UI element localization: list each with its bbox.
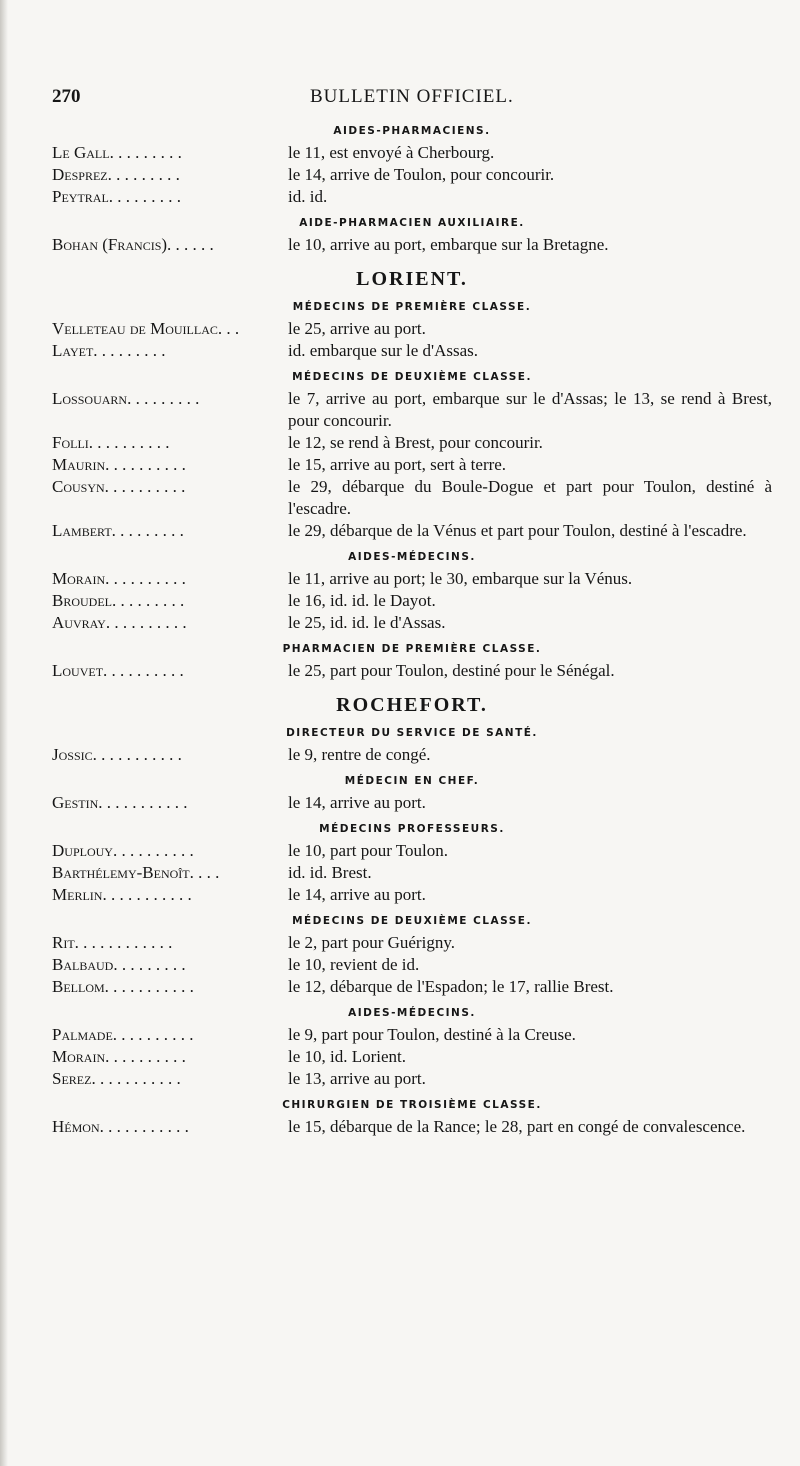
personnel-name: Rit. . . . . . . . . . . .: [52, 933, 173, 952]
personnel-entry: [52, 1046, 772, 1068]
personnel-name: Duplouy. . . . . . . . . .: [52, 841, 194, 860]
personnel-name: Hémon. . . . . . . . . . .: [52, 1117, 189, 1136]
section-heading: AIDES-PHARMACIENS.: [333, 125, 491, 137]
personnel-entry: [52, 520, 772, 542]
movement-text: le 12, débarque de l'Espadon; le 17, rallie Brest.: [288, 977, 614, 996]
movement-text: id. embarque sur le d'Assas.: [288, 341, 479, 360]
personnel-entry: [52, 454, 772, 476]
movement-text: le 25, part pour Toulon, destiné pour le Sénégal.: [288, 661, 615, 680]
personnel-entry: [52, 432, 772, 454]
movement-text: le 25, id. id. le d'Assas.: [288, 613, 446, 632]
movement-text: le 2, part pour Guérigny.: [288, 933, 455, 952]
personnel-name: Merlin. . . . . . . . . . .: [52, 885, 192, 904]
section-heading: MÉDECINS DE DEUXIÈME CLASSE.: [292, 371, 532, 383]
section-heading: AIDES-MÉDECINS.: [348, 1007, 476, 1019]
port-heading: LORIENT.: [356, 268, 468, 290]
personnel-entry: [52, 840, 772, 862]
movement-text: le 10, arrive au port, embarque sur la Bretagne.: [288, 235, 609, 254]
document-body: [52, 120, 772, 1138]
section-heading: AIDES-MÉDECINS.: [348, 551, 476, 563]
personnel-entry: [52, 318, 772, 340]
movement-text: le 29, débarque du Boule-Dogue et part pour Toulon, destiné à l'escadre.: [288, 477, 772, 518]
personnel-name: Palmade. . . . . . . . . .: [52, 1025, 194, 1044]
personnel-entry: [52, 932, 772, 954]
movement-text: le 29, débarque de la Vénus et part pour Toulon, destiné à l'escadre.: [288, 521, 747, 540]
personnel-entry: [52, 744, 772, 766]
section-heading: MÉDECIN EN CHEF.: [344, 775, 480, 787]
personnel-name: Bohan (Francis). . . . . .: [52, 235, 214, 254]
section-heading: AIDE-PHARMACIEN AUXILIAIRE.: [299, 217, 525, 229]
personnel-entry: [52, 884, 772, 906]
movement-text: le 15, débarque de la Rance; le 28, part en congé de convalescence.: [288, 1117, 746, 1136]
personnel-name: Cousyn. . . . . . . . . .: [52, 477, 186, 496]
port-heading: ROCHEFORT.: [336, 694, 488, 716]
personnel-name: Velleteau de Mouillac. . .: [52, 319, 240, 338]
personnel-name: Serez. . . . . . . . . . .: [52, 1069, 181, 1088]
personnel-name: Barthélemy-Benoît. . . .: [52, 863, 220, 882]
personnel-entry: [52, 1024, 772, 1046]
personnel-entry: [52, 476, 772, 520]
page-number: 270: [52, 86, 81, 107]
personnel-entry: [52, 862, 772, 884]
page-header: [52, 86, 672, 112]
personnel-entry: [52, 340, 772, 362]
personnel-name: Peytral. . . . . . . . .: [52, 187, 182, 206]
section-heading: MÉDECINS DE DEUXIÈME CLASSE.: [292, 915, 532, 927]
personnel-entry: [52, 568, 772, 590]
movement-text: le 16, id. id. le Dayot.: [288, 591, 436, 610]
personnel-entry: [52, 612, 772, 634]
movement-text: le 7, arrive au port, embarque sur le d'Assas; le 13, se rend à Brest, pour concourir.: [288, 389, 772, 430]
section-heading: PHARMACIEN DE PREMIÈRE CLASSE.: [282, 643, 542, 655]
personnel-name: Louvet. . . . . . . . . .: [52, 661, 184, 680]
running-title: BULLETIN OFFICIEL.: [310, 86, 514, 107]
personnel-name: Lambert. . . . . . . . .: [52, 521, 184, 540]
personnel-entry: [52, 142, 772, 164]
personnel-name: Morain. . . . . . . . . .: [52, 569, 186, 588]
section-heading: MÉDECINS PROFESSEURS.: [319, 823, 505, 835]
personnel-entry: [52, 792, 772, 814]
section-heading: CHIRURGIEN DE TROISIÈME CLASSE.: [282, 1099, 542, 1111]
movement-text: le 9, rentre de congé.: [288, 745, 431, 764]
movement-text: le 10, id. Lorient.: [288, 1047, 407, 1066]
personnel-entry: [52, 164, 772, 186]
personnel-entry: [52, 1116, 772, 1138]
personnel-entry: [52, 954, 772, 976]
movement-text: le 10, revient de id.: [288, 955, 420, 974]
movement-text: id. id.: [288, 187, 328, 206]
personnel-entry: [52, 388, 772, 432]
personnel-name: Gestin. . . . . . . . . . .: [52, 793, 188, 812]
personnel-entry: [52, 186, 772, 208]
personnel-name: Morain. . . . . . . . . .: [52, 1047, 186, 1066]
personnel-name: Desprez. . . . . . . . .: [52, 165, 180, 184]
personnel-entry: [52, 660, 772, 682]
movement-text: le 15, arrive au port, sert à terre.: [288, 455, 507, 474]
movement-text: le 14, arrive de Toulon, pour concourir.: [288, 165, 555, 184]
movement-text: le 11, est envoyé à Cherbourg.: [288, 143, 495, 162]
personnel-name: Lossouarn. . . . . . . . .: [52, 389, 200, 408]
personnel-entry: [52, 1068, 772, 1090]
movement-text: le 25, arrive au port.: [288, 319, 426, 338]
personnel-name: Bellom. . . . . . . . . . .: [52, 977, 194, 996]
personnel-name: Jossic. . . . . . . . . . .: [52, 745, 182, 764]
movement-text: le 14, arrive au port.: [288, 885, 426, 904]
movement-text: le 13, arrive au port.: [288, 1069, 426, 1088]
section-heading: DIRECTEUR DU SERVICE DE SANTÉ.: [286, 727, 538, 739]
movement-text: le 12, se rend à Brest, pour concourir.: [288, 433, 543, 452]
movement-text: le 10, part pour Toulon.: [288, 841, 448, 860]
personnel-entry: [52, 590, 772, 612]
personnel-entry: [52, 234, 772, 256]
personnel-name: Le Gall. . . . . . . . .: [52, 143, 182, 162]
movement-text: le 9, part pour Toulon, destiné à la Creuse.: [288, 1025, 576, 1044]
movement-text: le 14, arrive au port.: [288, 793, 426, 812]
personnel-name: Broudel. . . . . . . . .: [52, 591, 185, 610]
personnel-name: Folli. . . . . . . . . .: [52, 433, 170, 452]
personnel-name: Balbaud. . . . . . . . .: [52, 955, 186, 974]
personnel-entry: [52, 976, 772, 998]
section-heading: MÉDECINS DE PREMIÈRE CLASSE.: [292, 301, 532, 313]
personnel-name: Layet. . . . . . . . .: [52, 341, 166, 360]
personnel-name: Auvray. . . . . . . . . .: [52, 613, 187, 632]
personnel-name: Maurin. . . . . . . . . .: [52, 455, 186, 474]
movement-text: le 11, arrive au port; le 30, embarque sur la Vénus.: [288, 569, 633, 588]
movement-text: id. id. Brest.: [288, 863, 372, 882]
